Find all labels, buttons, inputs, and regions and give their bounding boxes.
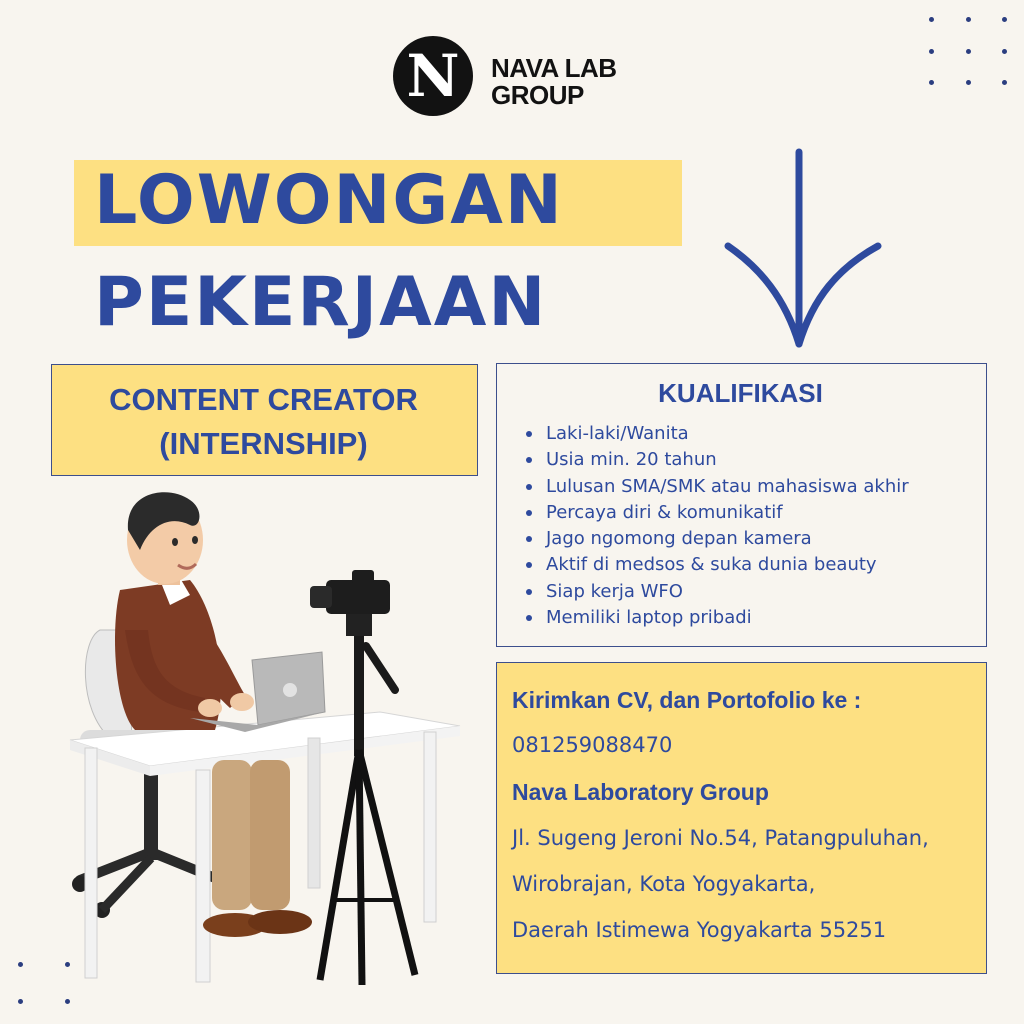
qualification-item: Lulusan SMA/SMK atau mahasiswa akhir [526,474,909,500]
contact-heading: Kirimkan CV, dan Portofolio ke : [512,687,862,713]
contact-company: Nava Laboratory Group [512,779,769,805]
headline-line1: LOWONGAN [94,161,564,240]
brand-name [491,55,617,109]
role-title-line2: (INTERNSHIP) [159,426,368,461]
logo-letter: N [406,42,460,110]
down-arrow-icon [720,148,886,350]
qualification-item: Aktif di medsos & suka dunia beauty [526,552,909,578]
qualification-item: Usia min. 20 tahun [526,447,909,473]
contact-address-line3: Daerah Istimewa Yogyakarta 55251 [512,918,887,942]
role-title [51,378,476,466]
qualification-item: Memiliki laptop pribadi [526,605,909,631]
headline-line2: PEKERJAAN [94,263,548,342]
contact-address-line1: Jl. Sugeng Jeroni No.54, Patangpuluhan, [512,826,929,850]
camera-tripod-illustration [310,570,415,985]
qualification-item: Percaya diri & komunikatif [526,500,909,526]
contact-address-line2: Wirobrajan, Kota Yogyakarta, [512,872,816,896]
qualification-item: Jago ngomong depan kamera [526,526,909,552]
qualification-item: Laki-laki/Wanita [526,421,909,447]
brand-name-line1: NAVA LAB [491,53,617,83]
brand-name-line2: GROUP [491,80,584,110]
contact-phone: 081259088470 [512,733,673,757]
illustration-content-creator [40,480,490,1000]
qualification-item: Siap kerja WFO [526,579,909,605]
qualifications-title: KUALIFIKASI [658,378,823,408]
qualifications-list [526,421,909,631]
role-title-line1: CONTENT CREATOR [109,382,418,417]
